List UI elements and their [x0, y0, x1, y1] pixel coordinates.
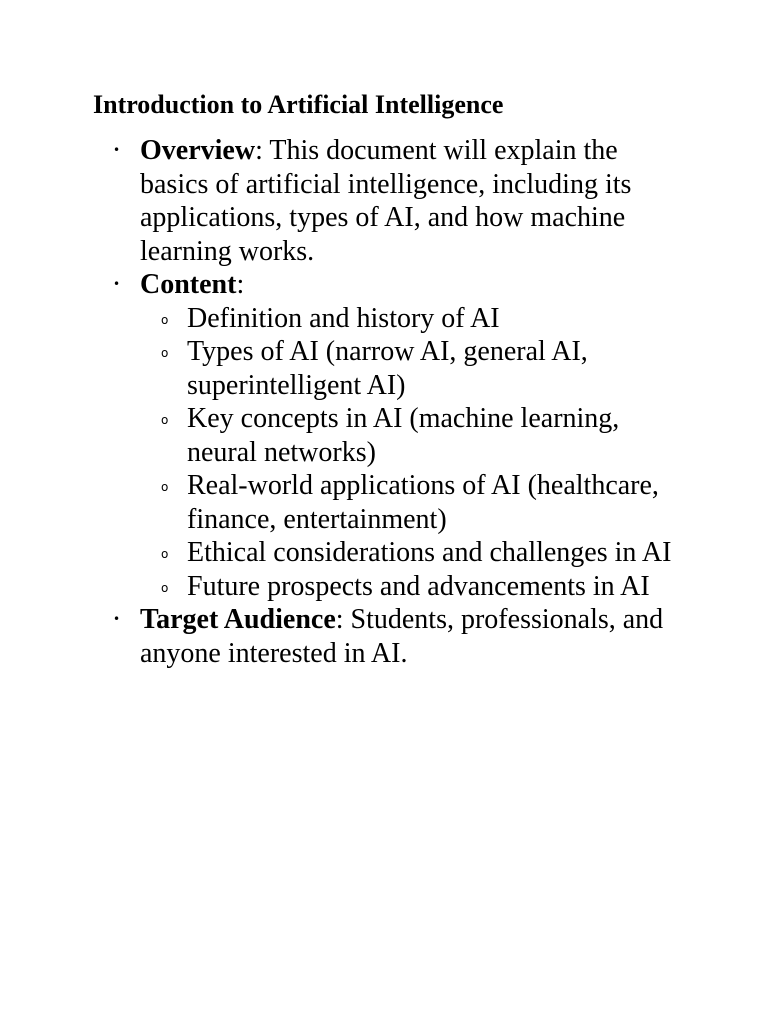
- overview-text: This document will explain the basics of artificial intelligence, including its applications, types of AI, and how machine learning works.: [140, 135, 632, 267]
- content-sub-item: [161, 570, 672, 604]
- content-sub-item: [161, 536, 672, 570]
- bullet-item-content: [113, 268, 672, 603]
- overview-label: Overview: [140, 135, 256, 166]
- target-audience-label: Target Audience: [140, 604, 336, 635]
- circle-bullet-icon: o: [161, 547, 169, 561]
- content-sub-item: [161, 402, 672, 469]
- content-sub-item-text: Types of AI (narrow AI, general AI, superintelligent AI): [187, 336, 588, 401]
- bullet-item-target-audience: [113, 603, 672, 670]
- content-sub-item-text: Future prospects and advancements in AI: [187, 570, 650, 602]
- bullet-dot-icon: •: [113, 277, 121, 291]
- target-audience-text: Students, professionals, and anyone interested in AI.: [140, 604, 664, 669]
- bullet-dot-icon: •: [113, 143, 121, 157]
- target-audience-separator: :: [335, 604, 344, 635]
- overview-separator: :: [255, 135, 263, 166]
- bullet-dot-icon: •: [113, 612, 121, 626]
- document-title: Introduction to Artificial Intelligence: [93, 90, 504, 119]
- content-sub-item-text: Definition and history of AI: [187, 302, 500, 334]
- circle-bullet-icon: o: [161, 312, 169, 327]
- circle-bullet-icon: o: [161, 346, 169, 360]
- content-sub-item-text: Key concepts in AI (machine learning, neural networks): [187, 403, 620, 468]
- main-bullet-list: [93, 134, 672, 670]
- content-sub-list: [140, 302, 672, 604]
- content-sub-item-text: Ethical considerations and challenges in AI: [187, 537, 672, 568]
- content-sub-item: [161, 302, 672, 336]
- content-sub-item: [161, 335, 672, 402]
- circle-bullet-icon: o: [161, 413, 169, 427]
- bullet-item-overview: [113, 134, 672, 268]
- content-sub-item: [161, 469, 672, 536]
- content-separator: :: [236, 269, 245, 300]
- content-label: Content: [140, 269, 237, 300]
- circle-bullet-icon: o: [161, 580, 169, 595]
- circle-bullet-icon: o: [161, 480, 169, 494]
- content-sub-item-text: Real-world applications of AI (healthcare, finance, entertainment): [187, 470, 659, 535]
